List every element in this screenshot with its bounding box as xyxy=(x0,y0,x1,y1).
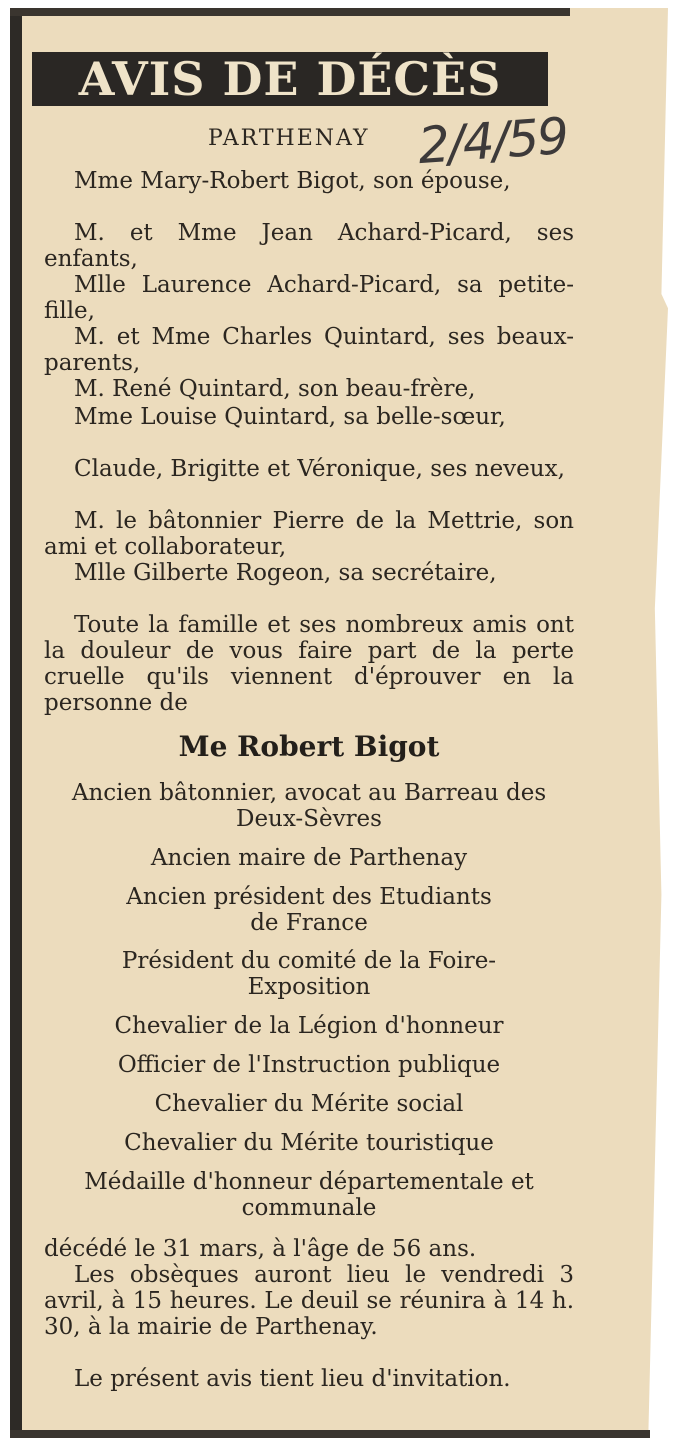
invitation-note: Le présent avis tient lieu d'invitation. xyxy=(74,1366,511,1392)
family-announcement: Toute la famille et ses nombreux amis ont la douleur de vous faire part de la perte cruelle qu'ils viennent d'éprouver en la personne de xyxy=(44,612,574,716)
title-line: Chevalier du Mérite social xyxy=(154,1091,464,1117)
family-line: Mme Louise Quintard, sa belle-sœur, xyxy=(74,404,506,430)
family-line: M. le bâtonnier Pierre de la Mettrie, son ami et collaborateur, xyxy=(44,508,574,560)
title-line: Officier de l'Instruction publique xyxy=(117,1052,501,1078)
clipping-top-edge xyxy=(10,8,570,16)
title-line: Ancien président des Etudiants de France xyxy=(126,884,492,936)
clipping-left-edge xyxy=(10,8,22,1438)
family-line: Mlle Laurence Achard-Picard, sa petite-fille, xyxy=(44,272,574,324)
funeral-details: Les obsèques auront lieu le vendredi 3 avril, à 15 heures. Le deuil se réunira à 14 h. 30, à la mairie de Parthenay. xyxy=(44,1262,574,1340)
family-line: M. et Mme Jean Achard-Picard, ses enfants, xyxy=(44,220,574,272)
family-line: Claude, Brigitte et Véronique, ses neveux, xyxy=(74,456,565,482)
title-line: Médaille d'honneur départementale et communale xyxy=(84,1169,534,1221)
family-line: M. et Mme Charles Quintard, ses beaux-parents, xyxy=(44,324,574,376)
handwritten-date: 2/4/59 xyxy=(416,106,569,176)
family-line: Mlle Gilberte Rogeon, sa secrétaire, xyxy=(74,560,497,586)
title-line: Chevalier de la Légion d'honneur xyxy=(114,1013,504,1039)
family-line: M. René Quintard, son beau-frère, xyxy=(74,376,476,402)
place-heading: PARTHENAY xyxy=(208,126,370,151)
family-line: Mme Mary-Robert Bigot, son épouse, xyxy=(74,168,511,194)
title-line: Président du comité de la Foire-Exposition xyxy=(121,948,497,1000)
title-line: Ancien maire de Parthenay xyxy=(150,845,468,871)
deceased-name: Me Robert Bigot xyxy=(178,730,440,763)
death-line: décédé le 31 mars, à l'âge de 56 ans. xyxy=(44,1236,477,1262)
title-line: Chevalier du Mérite touristique xyxy=(124,1130,494,1156)
clipping-bottom-edge xyxy=(10,1430,650,1438)
notice-title: AVIS DE DÉCÈS xyxy=(32,52,548,106)
title-line: Ancien bâtonnier, avocat au Barreau des Deux-Sèvres xyxy=(71,780,547,832)
